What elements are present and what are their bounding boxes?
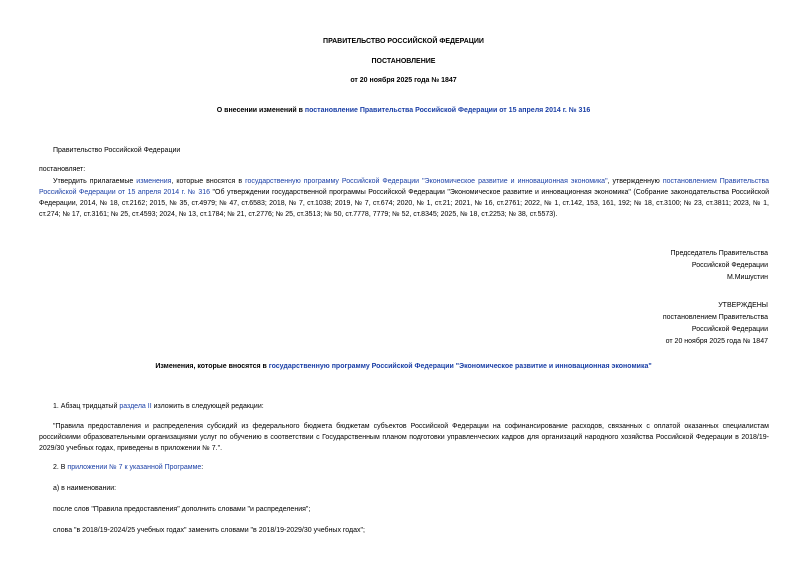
state-program-link[interactable]: государственную программу Российской Федерации "Экономическое развитие и инновационная экономика" — [245, 178, 608, 185]
document-title — [0, 106, 807, 116]
approved-block — [663, 300, 768, 348]
item-2 — [53, 463, 203, 473]
approved-line-4: от 20 ноября 2025 года № 1847 — [665, 338, 768, 345]
subitem-a: а) в наименовании: — [53, 485, 117, 492]
changes-title-prefix: Изменения, которые вносятся в — [155, 363, 269, 370]
section-ii-link[interactable]: раздела II — [119, 403, 152, 410]
approve-text-4: "Об утверждении государственной программы Российской Федерации "Экономическое развитие и инновационная экономика" (Собрание законодательства Российской Федерации, 2014, № 18, ст.2162; 2015, № 35, ст.4979; № 47, ст.6583; 2018, № 7, ст.1038; 2019, № 7, ст.674; 2020, № 1, ст.21; 2021, № 16, ст.2761; 2022, № 1, ст.142, 153, 161, 192; № 18, ст.3100; № 23, ст.3811; 2023, № 1, ст.274; № 17, ст.3161; № 25, ст.4593; 2024, № 13, ст.1784; № 21, ст.2776; № 25, ст.3513; № 50, ст.7778, 7779; № 52, ст.8345; 2025, № 18, ст.2253; № 38, ст.5573). — [39, 189, 770, 218]
approve-text-1: Утвердить прилагаемые — [53, 178, 137, 185]
resolution-316-link[interactable]: постановлением Правительства Российской Федерации от 15 апреля 2014 г. № 316 — [39, 178, 770, 196]
quoted-paragraph: "Правила предоставления и распределения субсидий из федерального бюджета бюджетам субъектов Российской Федерации на софинансирование расходов, связанных с оплатой оказанных специалистам российскими образовательными организациями услуг по обучению в соответствии с Государственным планом подготовки управленческих кадров для организаций народного хозяйства Российской Федерации в 2018/19-2029/30 учебных годах, приведены в приложении № 7.". — [39, 423, 769, 452]
changes-title — [0, 362, 807, 372]
approve-paragraph — [39, 176, 769, 220]
preamble-decides: постановляет: — [39, 166, 86, 173]
signature-line-2: Российской Федерации — [691, 262, 768, 269]
approved-line-2: постановлением Правительства — [662, 314, 768, 321]
item-1-text-b: изложить в следующей редакции: — [151, 403, 264, 410]
approved-line-1: УТВЕРЖДЕНЫ — [718, 302, 768, 309]
title-link-resolution-316[interactable]: постановление Правительства Российской Федерации от 15 апреля 2014 г. № 316 — [304, 107, 591, 114]
replace-words-instruction: слова "в 2018/19-2024/25 учебных годах" заменить словами "в 2018/19-2029/30 учебных годах"; — [53, 527, 365, 534]
signature-line-1: Председатель Правительства — [670, 250, 768, 257]
document-type: ПОСТАНОВЛЕНИЕ — [371, 58, 436, 65]
government-heading: ПРАВИТЕЛЬСТВО РОССИЙСКОЙ ФЕДЕРАЦИИ — [323, 38, 484, 45]
document-date-number: от 20 ноября 2025 года № 1847 — [350, 77, 457, 84]
signature-block — [671, 248, 768, 284]
item-2-text-b: : — [201, 464, 204, 471]
approve-text-3: , утвержденную — [607, 178, 663, 185]
approve-text-2: , которые вносятся в — [171, 178, 246, 185]
item-1-text-a: 1. Абзац тридцатый — [53, 403, 120, 410]
changes-title-program-link[interactable]: государственную программу Российской Федерации "Экономическое развитие и инновационная экономика" — [268, 363, 652, 370]
title-prefix: О внесении изменений в — [216, 107, 305, 114]
preamble-government: Правительство Российской Федерации — [53, 147, 181, 154]
approved-line-3: Российской Федерации — [691, 326, 768, 333]
appendix-7-link[interactable]: приложении № 7 к указанной Программе — [67, 464, 202, 471]
changes-link[interactable]: изменения — [136, 178, 172, 185]
item-1 — [53, 402, 264, 412]
after-words-instruction: после слов "Правила предоставления" дополнить словами "и распределения"; — [53, 506, 311, 513]
signature-name: М.Мишустин — [726, 274, 768, 281]
item-2-text-a: 2. В — [53, 464, 68, 471]
